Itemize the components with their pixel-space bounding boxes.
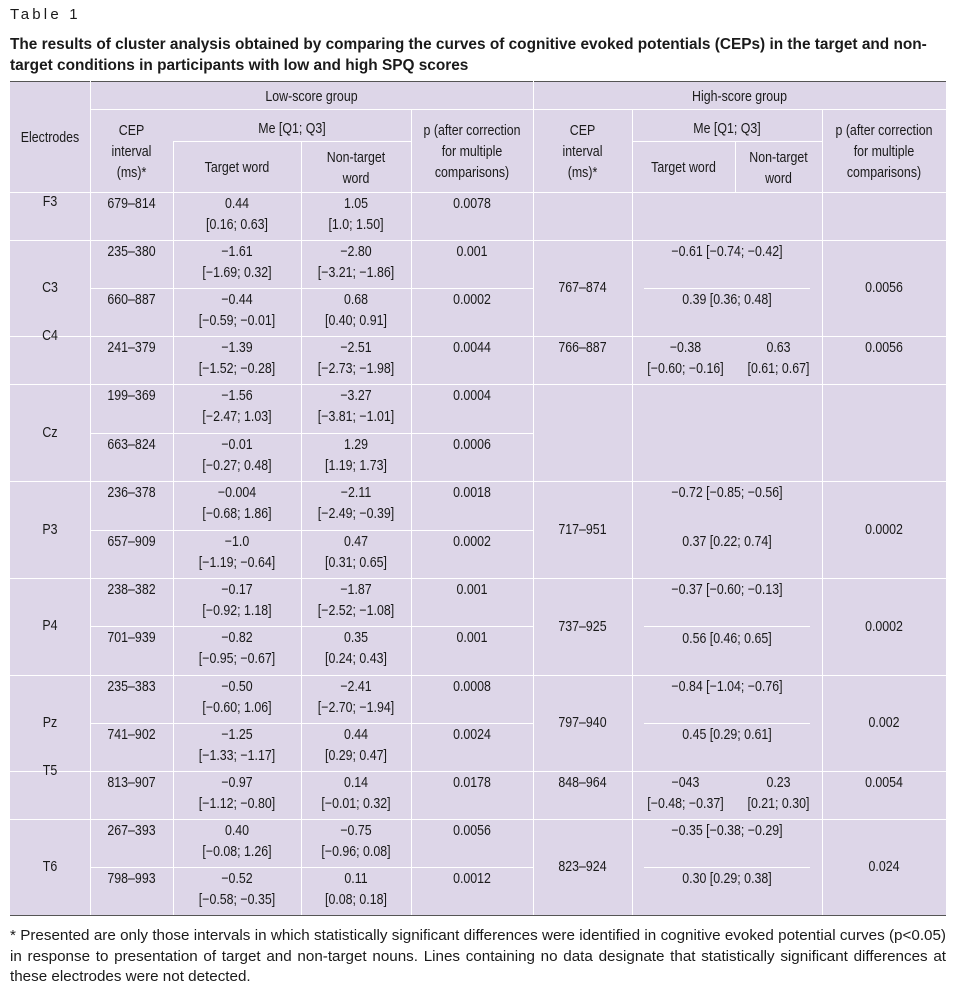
electrode-label: Cz	[42, 425, 58, 441]
low-target-median: −0.82	[221, 630, 253, 646]
electrode-separator	[10, 481, 946, 482]
header-p-corrected: comparisons)	[846, 165, 922, 181]
low-target-iqr: [−1.19; −0.64]	[198, 555, 276, 571]
low-nontarget-median: 0.44	[343, 727, 369, 743]
electrode-label: P4	[42, 618, 58, 634]
high-nontarget-value: 0.39 [0.36; 0.48]	[682, 292, 772, 308]
high-nontarget-value: 0.30 [0.29; 0.38]	[682, 871, 772, 887]
low-target-iqr: [0.16; 0.63]	[206, 217, 268, 233]
low-target-median: −1.39	[221, 340, 253, 356]
high-p-value: 0.0056	[865, 340, 903, 356]
table-title: The results of cluster analysis obtained by comparing the curves of cognitive evoked potentials (CEPs) in the target and non-target conditions in participants with low and high SPQ scores	[10, 36, 927, 74]
low-cep-interval: 660–887	[107, 292, 156, 308]
high-nontarget-value: 0.56 [0.46; 0.65]	[682, 630, 772, 647]
low-nontarget-median: 0.47	[343, 534, 369, 550]
low-target-median: −1.61	[221, 244, 253, 260]
table-footnote: * Presented are only those intervals in which statistically significant differences were identified in cognitive evoked potential curves (p<0.05) in response to presentation of target and non-target nouns. Lines containing no data designate that statistically significant differences at these electrodes were not detected.	[10, 927, 946, 985]
low-nontarget-iqr: [0.31; 0.65]	[325, 555, 387, 571]
low-cep-interval: 267–393	[107, 823, 156, 839]
header-cep-interval: CEP	[118, 123, 145, 139]
low-p-value: 0.001	[456, 582, 488, 598]
low-nontarget-median: 0.11	[344, 871, 368, 887]
low-nontarget-iqr: [−2.52; −1.08]	[317, 603, 395, 619]
low-p-value: 0.0044	[453, 340, 491, 356]
low-target-median: −1.0	[224, 534, 250, 550]
subrow-separator	[90, 626, 533, 627]
low-cep-interval: 679–814	[107, 196, 156, 212]
header-p-corrected: p (after correction	[423, 123, 521, 139]
header-p-corrected: comparisons)	[434, 165, 510, 181]
low-nontarget-iqr: [0.40; 0.91]	[325, 313, 387, 329]
high-cep-interval: 848–964	[558, 775, 607, 791]
low-target-iqr: [−0.58; −0.35]	[198, 892, 276, 908]
high-cep-interval: 797–940	[558, 715, 607, 731]
low-target-iqr: [−0.60; 1.06]	[202, 700, 272, 716]
low-target-median: −1.56	[221, 388, 253, 404]
low-p-value: 0.0056	[453, 823, 491, 839]
low-cep-interval: 798–993	[107, 871, 156, 887]
high-target-value: −0.35 [−0.38; −0.29]	[671, 823, 783, 839]
high-target-median: −043	[671, 775, 700, 791]
table-top-rule	[10, 81, 946, 82]
low-p-value: 0.0078	[453, 196, 491, 212]
low-target-iqr: [−2.47; 1.03]	[202, 409, 272, 425]
electrode-separator	[10, 578, 946, 579]
high-nontarget-value: 0.37 [0.22; 0.74]	[682, 533, 772, 550]
header-cep-interval: CEP	[569, 123, 596, 139]
high-target-value: −0.37 [−0.60; −0.13]	[671, 582, 783, 598]
results-table	[10, 81, 946, 916]
low-p-value: 0.0004	[453, 388, 491, 404]
low-p-value: 0.0008	[453, 679, 491, 695]
low-nontarget-iqr: [0.24; 0.43]	[325, 651, 387, 667]
low-nontarget-median: 1.05	[343, 196, 369, 212]
low-cep-interval: 741–902	[107, 727, 156, 743]
high-p-value: 0.0002	[865, 521, 903, 538]
header-p-corrected: for multiple	[441, 144, 503, 160]
header-cep-interval: interval	[562, 144, 603, 160]
electrode-label: F3	[42, 194, 58, 210]
low-nontarget-median: −2.11	[340, 485, 372, 501]
low-target-median: −0.52	[221, 871, 253, 887]
header-cep-interval: interval	[111, 144, 152, 160]
electrode-separator	[10, 771, 946, 772]
low-nontarget-iqr: [−0.01; 0.32]	[321, 796, 391, 812]
low-nontarget-iqr: [1.19; 1.73]	[325, 458, 387, 474]
header-p-corrected: for multiple	[853, 144, 915, 160]
electrode-label: Pz	[42, 715, 58, 731]
low-nontarget-median: 1.29	[343, 437, 369, 453]
electrode-separator	[10, 240, 946, 241]
header-target-word: Target word	[651, 160, 716, 176]
high-subrow-separator	[644, 288, 810, 289]
electrode-separator	[10, 675, 946, 676]
low-target-iqr: [−0.59; −0.01]	[198, 313, 276, 329]
low-nontarget-median: 0.35	[343, 630, 369, 646]
subrow-separator	[90, 530, 533, 531]
high-nontarget-median: 0.23	[766, 775, 791, 791]
col-rule	[822, 109, 823, 915]
high-group-rule	[533, 109, 946, 110]
electrode-label: P3	[42, 522, 58, 538]
high-target-value: −0.72 [−0.85; −0.56]	[671, 485, 783, 501]
high-nontarget-iqr: [0.61; 0.67]	[747, 361, 810, 377]
low-p-value: 0.0002	[453, 534, 491, 550]
high-p-value: 0.0002	[865, 618, 903, 635]
low-target-iqr: [−1.69; 0.32]	[202, 265, 272, 281]
low-nontarget-median: 0.14	[343, 775, 369, 791]
low-target-median: −1.25	[221, 727, 253, 743]
electrode-separator	[10, 819, 946, 820]
high-p-value: 0.0054	[865, 775, 903, 791]
low-target-median: −0.01	[221, 437, 253, 453]
high-subrow-separator	[644, 867, 810, 868]
header-target-word: Target word	[204, 160, 270, 176]
low-nontarget-iqr: [−2.73; −1.98]	[317, 361, 395, 377]
high-subrow-separator	[644, 723, 810, 724]
low-target-median: −0.004	[217, 485, 257, 501]
low-cep-interval: 235–380	[107, 244, 156, 260]
table-bottom-rule	[10, 915, 946, 916]
high-cep-interval: 766–887	[558, 340, 607, 356]
high-nontarget-iqr: [0.21; 0.30]	[747, 796, 810, 812]
low-p-value: 0.0006	[453, 437, 491, 453]
low-target-iqr: [−1.12; −0.80]	[198, 796, 276, 812]
high-p-value: 0.024	[868, 859, 900, 875]
low-target-iqr: [−1.33; −1.17]	[198, 748, 276, 764]
header-non-target-word: Non-target	[749, 150, 808, 166]
low-nontarget-median: −3.27	[340, 388, 372, 404]
high-p-value: 0.002	[868, 715, 900, 731]
high-cep-interval: 737–925	[558, 618, 607, 635]
header-electrodes: Electrodes	[20, 130, 80, 146]
table-label: Table 1	[10, 6, 81, 23]
low-nontarget-median: 0.68	[343, 292, 369, 308]
high-me-rule	[632, 141, 822, 142]
low-nontarget-median: −0.75	[340, 823, 372, 839]
low-target-median: −0.17	[221, 582, 253, 598]
low-cep-interval: 236–378	[107, 485, 156, 501]
low-target-median: 0.40	[224, 823, 250, 839]
low-cep-interval: 663–824	[107, 437, 156, 453]
high-target-value: −0.84 [−1.04; −0.76]	[671, 679, 783, 695]
low-nontarget-iqr: [−2.49; −0.39]	[317, 506, 395, 522]
electrode-separator	[10, 336, 946, 337]
header-low-group: Low-score group	[265, 89, 358, 105]
header-me: Me [Q1; Q3]	[693, 121, 761, 137]
low-nontarget-iqr: [0.08; 0.18]	[325, 892, 387, 908]
subrow-separator	[90, 433, 533, 434]
low-cep-interval: 199–369	[107, 388, 156, 404]
low-target-iqr: [−1.52; −0.28]	[198, 361, 276, 377]
col-rule	[411, 109, 412, 915]
low-group-rule	[90, 109, 533, 110]
low-target-iqr: [−0.68; 1.86]	[202, 506, 272, 522]
low-target-iqr: [−0.92; 1.18]	[202, 603, 272, 619]
low-me-rule	[173, 141, 411, 142]
low-cep-interval: 657–909	[107, 534, 156, 550]
low-target-median: −0.97	[221, 775, 253, 791]
subrow-separator	[90, 867, 533, 868]
header-bottom-rule	[10, 192, 946, 193]
high-target-value: −0.61 [−0.74; −0.42]	[671, 244, 783, 260]
low-nontarget-iqr: [1.0; 1.50]	[328, 217, 384, 233]
low-target-iqr: [−0.27; 0.48]	[202, 458, 272, 474]
low-cep-interval: 238–382	[107, 582, 156, 598]
high-target-iqr: [−0.48; −0.37]	[647, 796, 724, 812]
high-subrow-separator	[644, 626, 810, 627]
low-nontarget-iqr: [0.29; 0.47]	[325, 748, 387, 764]
low-target-median: −0.50	[221, 679, 253, 695]
high-target-median: −0.38	[669, 340, 702, 356]
low-target-median: −0.44	[221, 292, 253, 308]
low-nontarget-median: −2.51	[340, 340, 372, 356]
low-p-value: 0.0178	[453, 775, 491, 791]
low-nontarget-median: −2.41	[340, 679, 372, 695]
header-me: Me [Q1; Q3]	[258, 121, 326, 137]
low-p-value: 0.0018	[453, 485, 491, 501]
high-cep-interval: 823–924	[558, 859, 607, 875]
low-nontarget-iqr: [−0.96; 0.08]	[321, 844, 391, 860]
low-target-iqr: [−0.95; −0.67]	[198, 651, 276, 667]
low-target-median: 0.44	[224, 196, 250, 212]
low-p-value: 0.0012	[453, 871, 491, 887]
low-p-value: 0.001	[456, 244, 488, 260]
low-p-value: 0.0024	[453, 727, 491, 743]
low-cep-interval: 235–383	[107, 679, 156, 695]
low-p-value: 0.0002	[453, 292, 491, 308]
header-high-group: High-score group	[692, 89, 787, 105]
electrode-label: C4	[42, 328, 58, 344]
subrow-separator	[90, 288, 533, 289]
header-cep-interval: (ms)*	[567, 165, 598, 181]
high-cep-interval: 767–874	[558, 280, 607, 296]
header-p-corrected: p (after correction	[835, 123, 933, 139]
low-nontarget-iqr: [−2.70; −1.94]	[317, 700, 395, 716]
low-nontarget-median: −1.87	[340, 582, 372, 598]
high-target-iqr: [−0.60; −0.16]	[647, 361, 724, 377]
electrode-label: T6	[42, 859, 58, 875]
header-non-target-word: word	[765, 171, 792, 187]
electrode-label: T5	[42, 763, 58, 779]
low-cep-interval: 813–907	[107, 775, 156, 791]
low-nontarget-iqr: [−3.81; −1.01]	[317, 409, 395, 425]
subrow-separator	[90, 723, 533, 724]
low-nontarget-median: −2.80	[340, 244, 372, 260]
low-target-iqr: [−0.08; 1.26]	[202, 844, 272, 860]
high-p-value: 0.0056	[865, 280, 903, 296]
high-nontarget-median: 0.63	[766, 340, 791, 356]
header-cep-interval: (ms)*	[116, 165, 147, 181]
high-nontarget-value: 0.45 [0.29; 0.61]	[682, 727, 772, 743]
low-p-value: 0.001	[456, 630, 488, 646]
low-cep-interval: 241–379	[107, 340, 156, 356]
high-cep-interval: 717–951	[558, 521, 607, 538]
low-nontarget-iqr: [−3.21; −1.86]	[317, 265, 395, 281]
low-cep-interval: 701–939	[107, 630, 156, 646]
header-non-target-word: word	[342, 171, 370, 187]
electrode-label: C3	[42, 280, 58, 296]
header-non-target-word: Non-target	[326, 150, 386, 166]
electrode-separator	[10, 384, 946, 385]
